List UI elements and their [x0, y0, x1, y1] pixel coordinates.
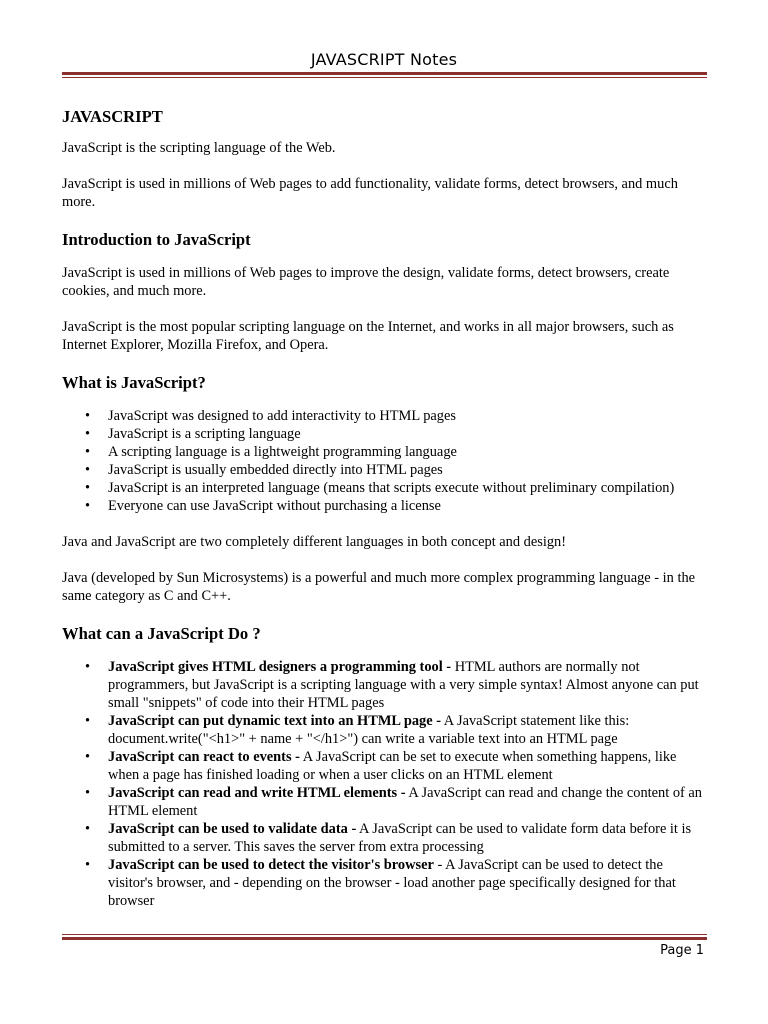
item-lead: JavaScript can read and write HTML elements - [108, 785, 406, 801]
bullet-list [62, 407, 710, 515]
list-item [62, 820, 710, 856]
item-lead: JavaScript can put dynamic text into an HTML page - [108, 713, 441, 729]
item-text: - A JavaScript can be used to detect the visitor's browser, and - depending on the browser - load another page specifically designed for that browser [108, 857, 676, 909]
item-lead: JavaScript can be used to validate data - [108, 821, 357, 837]
header-rule [62, 72, 707, 78]
item-text: A JavaScript can read and change the content of an HTML element [108, 785, 703, 819]
paragraph: JavaScript is the most popular scripting language on the Internet, and works in all major browsers, such as Internet Explorer, Mozilla Firefox, and Opera. [62, 319, 674, 353]
list-item: • JavaScript is an interpreted language (means that scripts execute without preliminary compilation) [62, 479, 710, 497]
item-text: A JavaScript can be set to execute when something happens, like when a page has finished loading or when a user clicks on an HTML element [108, 749, 677, 783]
section-heading: Introduction to JavaScript [62, 230, 251, 249]
item-text: HTML authors are normally not programmers, but JavaScript is a scripting language with a very simple syntax! Almost anyone can put small "snippets" of code into their HTML pages [108, 659, 699, 711]
list-item: • JavaScript was designed to add interactivity to HTML pages [62, 407, 710, 425]
page-header-title: JAVASCRIPT Notes [310, 50, 458, 69]
list-item [62, 784, 710, 820]
item-text: A JavaScript can be used to validate form data before it is submitted to a server. This saves the server from extra processing [108, 821, 692, 855]
item-lead: JavaScript gives HTML designers a programming tool - [108, 659, 452, 675]
list-item: • A scripting language is a lightweight programming language [62, 443, 710, 461]
paragraph: JavaScript is used in millions of Web pages to improve the design, validate forms, detect browsers, create cookies, and much more. [62, 265, 670, 299]
list-item [62, 712, 710, 748]
paragraph: JavaScript is the scripting language of the Web. [62, 140, 336, 156]
item-lead: JavaScript can be used to detect the visitor's browser [108, 857, 434, 873]
list-item: • Everyone can use JavaScript without purchasing a license [62, 497, 710, 515]
section-heading: What can a JavaScript Do ? [62, 624, 261, 643]
item-lead: JavaScript can react to events - [108, 749, 300, 765]
paragraph: Java (developed by Sun Microsystems) is a powerful and much more complex programming language - in the same category as C and C++. [62, 570, 696, 604]
list-item: • JavaScript is a scripting language [62, 425, 710, 443]
section-heading: JAVASCRIPT [62, 107, 163, 126]
paragraph: JavaScript is used in millions of Web pages to add functionality, validate forms, detect browsers, and much more. [62, 176, 678, 210]
footer-rule [62, 934, 707, 940]
page-number: Page 1 [660, 943, 704, 958]
list-item [62, 658, 710, 712]
capability-list [62, 658, 710, 910]
list-item: • JavaScript is usually embedded directly into HTML pages [62, 461, 710, 479]
list-item [62, 856, 710, 910]
document-body [62, 106, 710, 928]
item-text: A JavaScript statement like this: document.write("<h1>" + name + "</h1>") can write a variable text into an HTML page [108, 713, 630, 747]
list-item [62, 748, 710, 784]
paragraph: Java and JavaScript are two completely different languages in both concept and design! [62, 534, 567, 550]
section-heading: What is JavaScript? [62, 373, 206, 392]
